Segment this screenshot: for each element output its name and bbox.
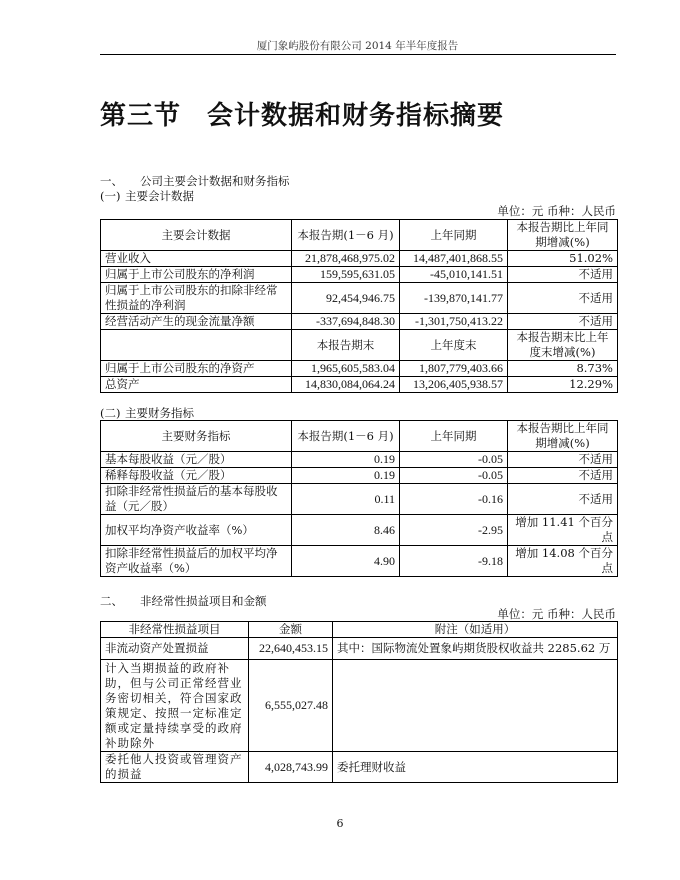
table-row: 扣除非经常性损益后的基本每股收益（元／股） 0.11 -0.16 不适用 bbox=[101, 484, 618, 515]
subsection-heading-1: (一) 主要会计数据 bbox=[100, 189, 194, 203]
page-title bbox=[100, 95, 504, 132]
accounting-data-table bbox=[100, 219, 618, 393]
section-heading-1: 一、 公司主要会计数据和财务指标 bbox=[100, 174, 290, 188]
table-row: 归属于上市公司股东的净资产 1,965,605,583.04 1,807,779,403.66 8.73% bbox=[101, 361, 618, 377]
table-row: 扣除非经常性损益后的加权平均净资产收益率（%） 4.90 -9.18 增加 14.08 个百分点 bbox=[101, 546, 618, 577]
table-row: 营业收入 21,878,468,975.02 14,487,401,868.55 51.02% bbox=[101, 251, 618, 267]
section-heading-2: 二、 非经常性损益项目和金额 bbox=[100, 594, 267, 608]
table-subheader-row: 本报告期末 上年度末 本报告期末比上年度末增减(%) bbox=[101, 330, 618, 361]
table-header-row: 非经常性损益项目 金额 附注（如适用） bbox=[101, 622, 618, 638]
table-row: 归属于上市公司股东的净利润 159,595,631.05 -45,010,141.51 不适用 bbox=[101, 267, 618, 283]
page-number: 6 bbox=[336, 817, 344, 830]
table-row: 归属于上市公司股东的扣除非经常性损益的净利润 92,454,946.75 -139,870,141.77 不适用 bbox=[101, 283, 618, 314]
table-row: 计入当期损益的政府补助，但与公司正常经营业务密切相关，符合国家政策规定、按照一定标准定额或定量持续享受的政府补助除外 6,555,027.48 bbox=[101, 660, 618, 752]
header-divider bbox=[100, 54, 616, 55]
financial-indicators-table bbox=[100, 420, 618, 577]
non-recurring-items-table bbox=[100, 621, 618, 783]
table-row: 委托他人投资或管理资产的损益 4,028,743.99 委托理财收益 bbox=[101, 752, 618, 783]
table-row: 经营活动产生的现金流量净额 -337,694,848.30 -1,301,750,413.22 不适用 bbox=[101, 314, 618, 330]
table-row: 总资产 14,830,084,064.24 13,206,405,938.57 12.29% bbox=[101, 377, 618, 393]
table-row: 基本每股收益（元／股） 0.19 -0.05 不适用 bbox=[101, 452, 618, 468]
page-header: 厦门象屿股份有限公司 2014 年半年度报告 bbox=[256, 40, 459, 52]
section-name: 会计数据和财务指标摘要 bbox=[207, 101, 505, 131]
table-row: 加权平均净资产收益率（%） 8.46 -2.95 增加 11.41 个百分点 bbox=[101, 515, 618, 546]
table-header-row: 主要会计数据 本报告期(1－6 月) 上年同期 本报告期比上年同期增减(%) bbox=[101, 220, 618, 251]
table-header-row: 主要财务指标 本报告期(1－6 月) 上年同期 本报告期比上年同期增减(%) bbox=[101, 421, 618, 452]
unit-label-2: 单位：元 币种：人民币 bbox=[497, 607, 616, 621]
table-row: 稀释每股收益（元／股） 0.19 -0.05 不适用 bbox=[101, 468, 618, 484]
table-row: 非流动资产处置损益 22,640,453.15 其中：国际物流处置象屿期货股权收益共 2285.62 万 bbox=[101, 638, 618, 660]
section-number: 第三节 bbox=[100, 101, 182, 131]
subsection-heading-2: (二) 主要财务指标 bbox=[100, 406, 194, 420]
unit-label: 单位：元 币种：人民币 bbox=[497, 204, 616, 218]
